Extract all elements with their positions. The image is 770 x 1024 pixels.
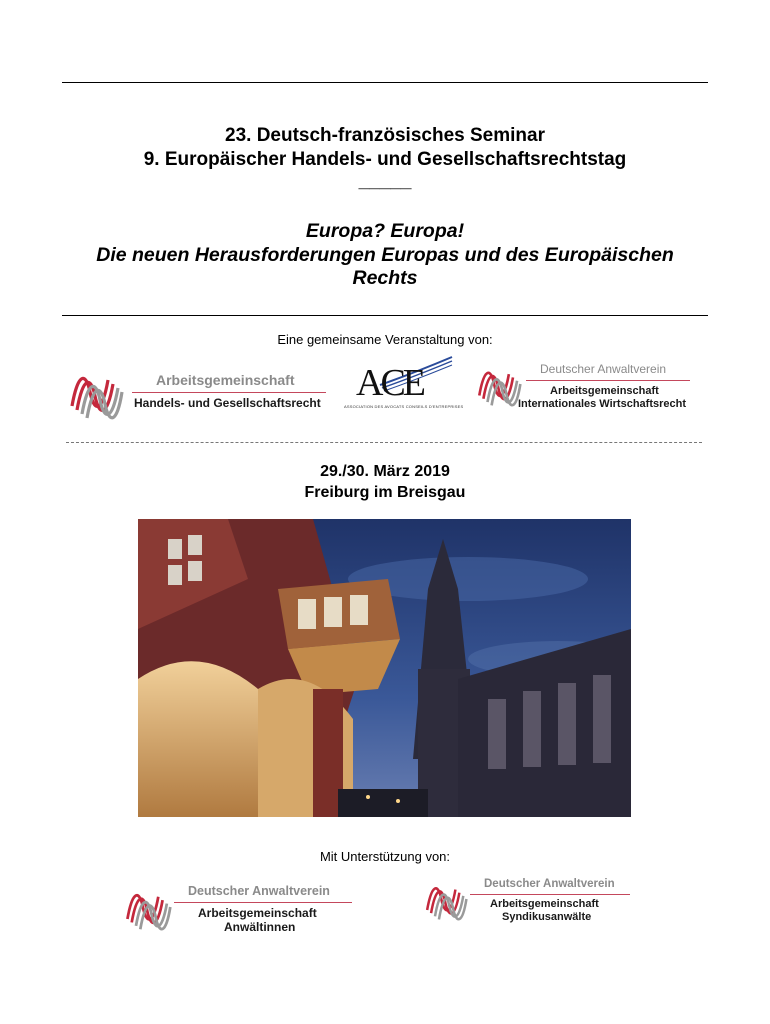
- logo-3-divider: [526, 380, 690, 381]
- ace-caption: ASSOCIATION DES AVOCATS CONSEILS D'ENTREPRISES: [344, 404, 464, 409]
- logo-internationales-wirtschaftsrecht: [476, 356, 706, 416]
- wave-stripes-icon: [424, 874, 468, 924]
- logo-ace: [344, 355, 464, 413]
- wave-stripes-icon: [124, 880, 172, 934]
- logo-1-divider: [132, 392, 326, 393]
- wave-stripes-icon: [68, 362, 124, 422]
- middle-rule: [62, 315, 708, 316]
- top-rule: [62, 82, 708, 83]
- logo-1-top: Arbeitsgemeinschaft: [156, 372, 295, 388]
- sponsor-2-top: Deutscher Anwaltverein: [484, 878, 615, 890]
- sponsor-1-bottom: Anwältinnen: [224, 920, 296, 934]
- logo-handels-gesellschaftsrecht: [68, 362, 328, 422]
- day-title: 9. Europäischer Handels- und Gesellschaftsrechtstag: [143, 149, 627, 170]
- logo-1-bottom: Handels- und Gesellschaftsrecht: [134, 396, 321, 410]
- organizers-intro: Eine gemeinsame Veranstaltung von:: [277, 332, 493, 347]
- freiburg-photo: [138, 519, 631, 817]
- logo-3-bottom: Internationales Wirtschaftsrecht: [518, 398, 686, 410]
- logo-3-top: Deutscher Anwaltverein: [540, 362, 667, 376]
- sponsor-2-divider: [470, 894, 630, 895]
- subtitle-line-2: Rechts: [352, 267, 418, 289]
- subtitle-europa: Europa? Europa!: [305, 220, 465, 242]
- subtitle-line-1: Die neuen Herausforderungen Europas und des Europäischen: [96, 244, 674, 266]
- logo-anwaeltinnen: [124, 878, 360, 938]
- logo-syndikusanwaelte: [424, 872, 638, 928]
- sponsors-intro: Mit Unterstützung von:: [319, 849, 451, 864]
- logo-3-mid: Arbeitsgemeinschaft: [550, 385, 659, 397]
- sponsor-2-bottom: Syndikusanwälte: [502, 911, 592, 923]
- sponsor-1-divider: [174, 902, 352, 903]
- dashed-divider: [66, 442, 702, 443]
- event-place: Freiburg im Breisgau: [304, 484, 466, 501]
- event-date: 29./30. März 2019: [320, 463, 450, 480]
- title-separator: _____: [358, 171, 412, 192]
- seminar-title: 23. Deutsch-französisches Seminar: [225, 125, 545, 146]
- sponsor-1-top: Deutscher Anwaltverein: [188, 884, 330, 898]
- ace-mark: ACE: [356, 362, 423, 404]
- wave-stripes-icon: [476, 358, 522, 410]
- sponsor-2-mid: Arbeitsgemeinschaft: [490, 898, 599, 910]
- sponsor-1-mid: Arbeitsgemeinschaft: [198, 906, 317, 920]
